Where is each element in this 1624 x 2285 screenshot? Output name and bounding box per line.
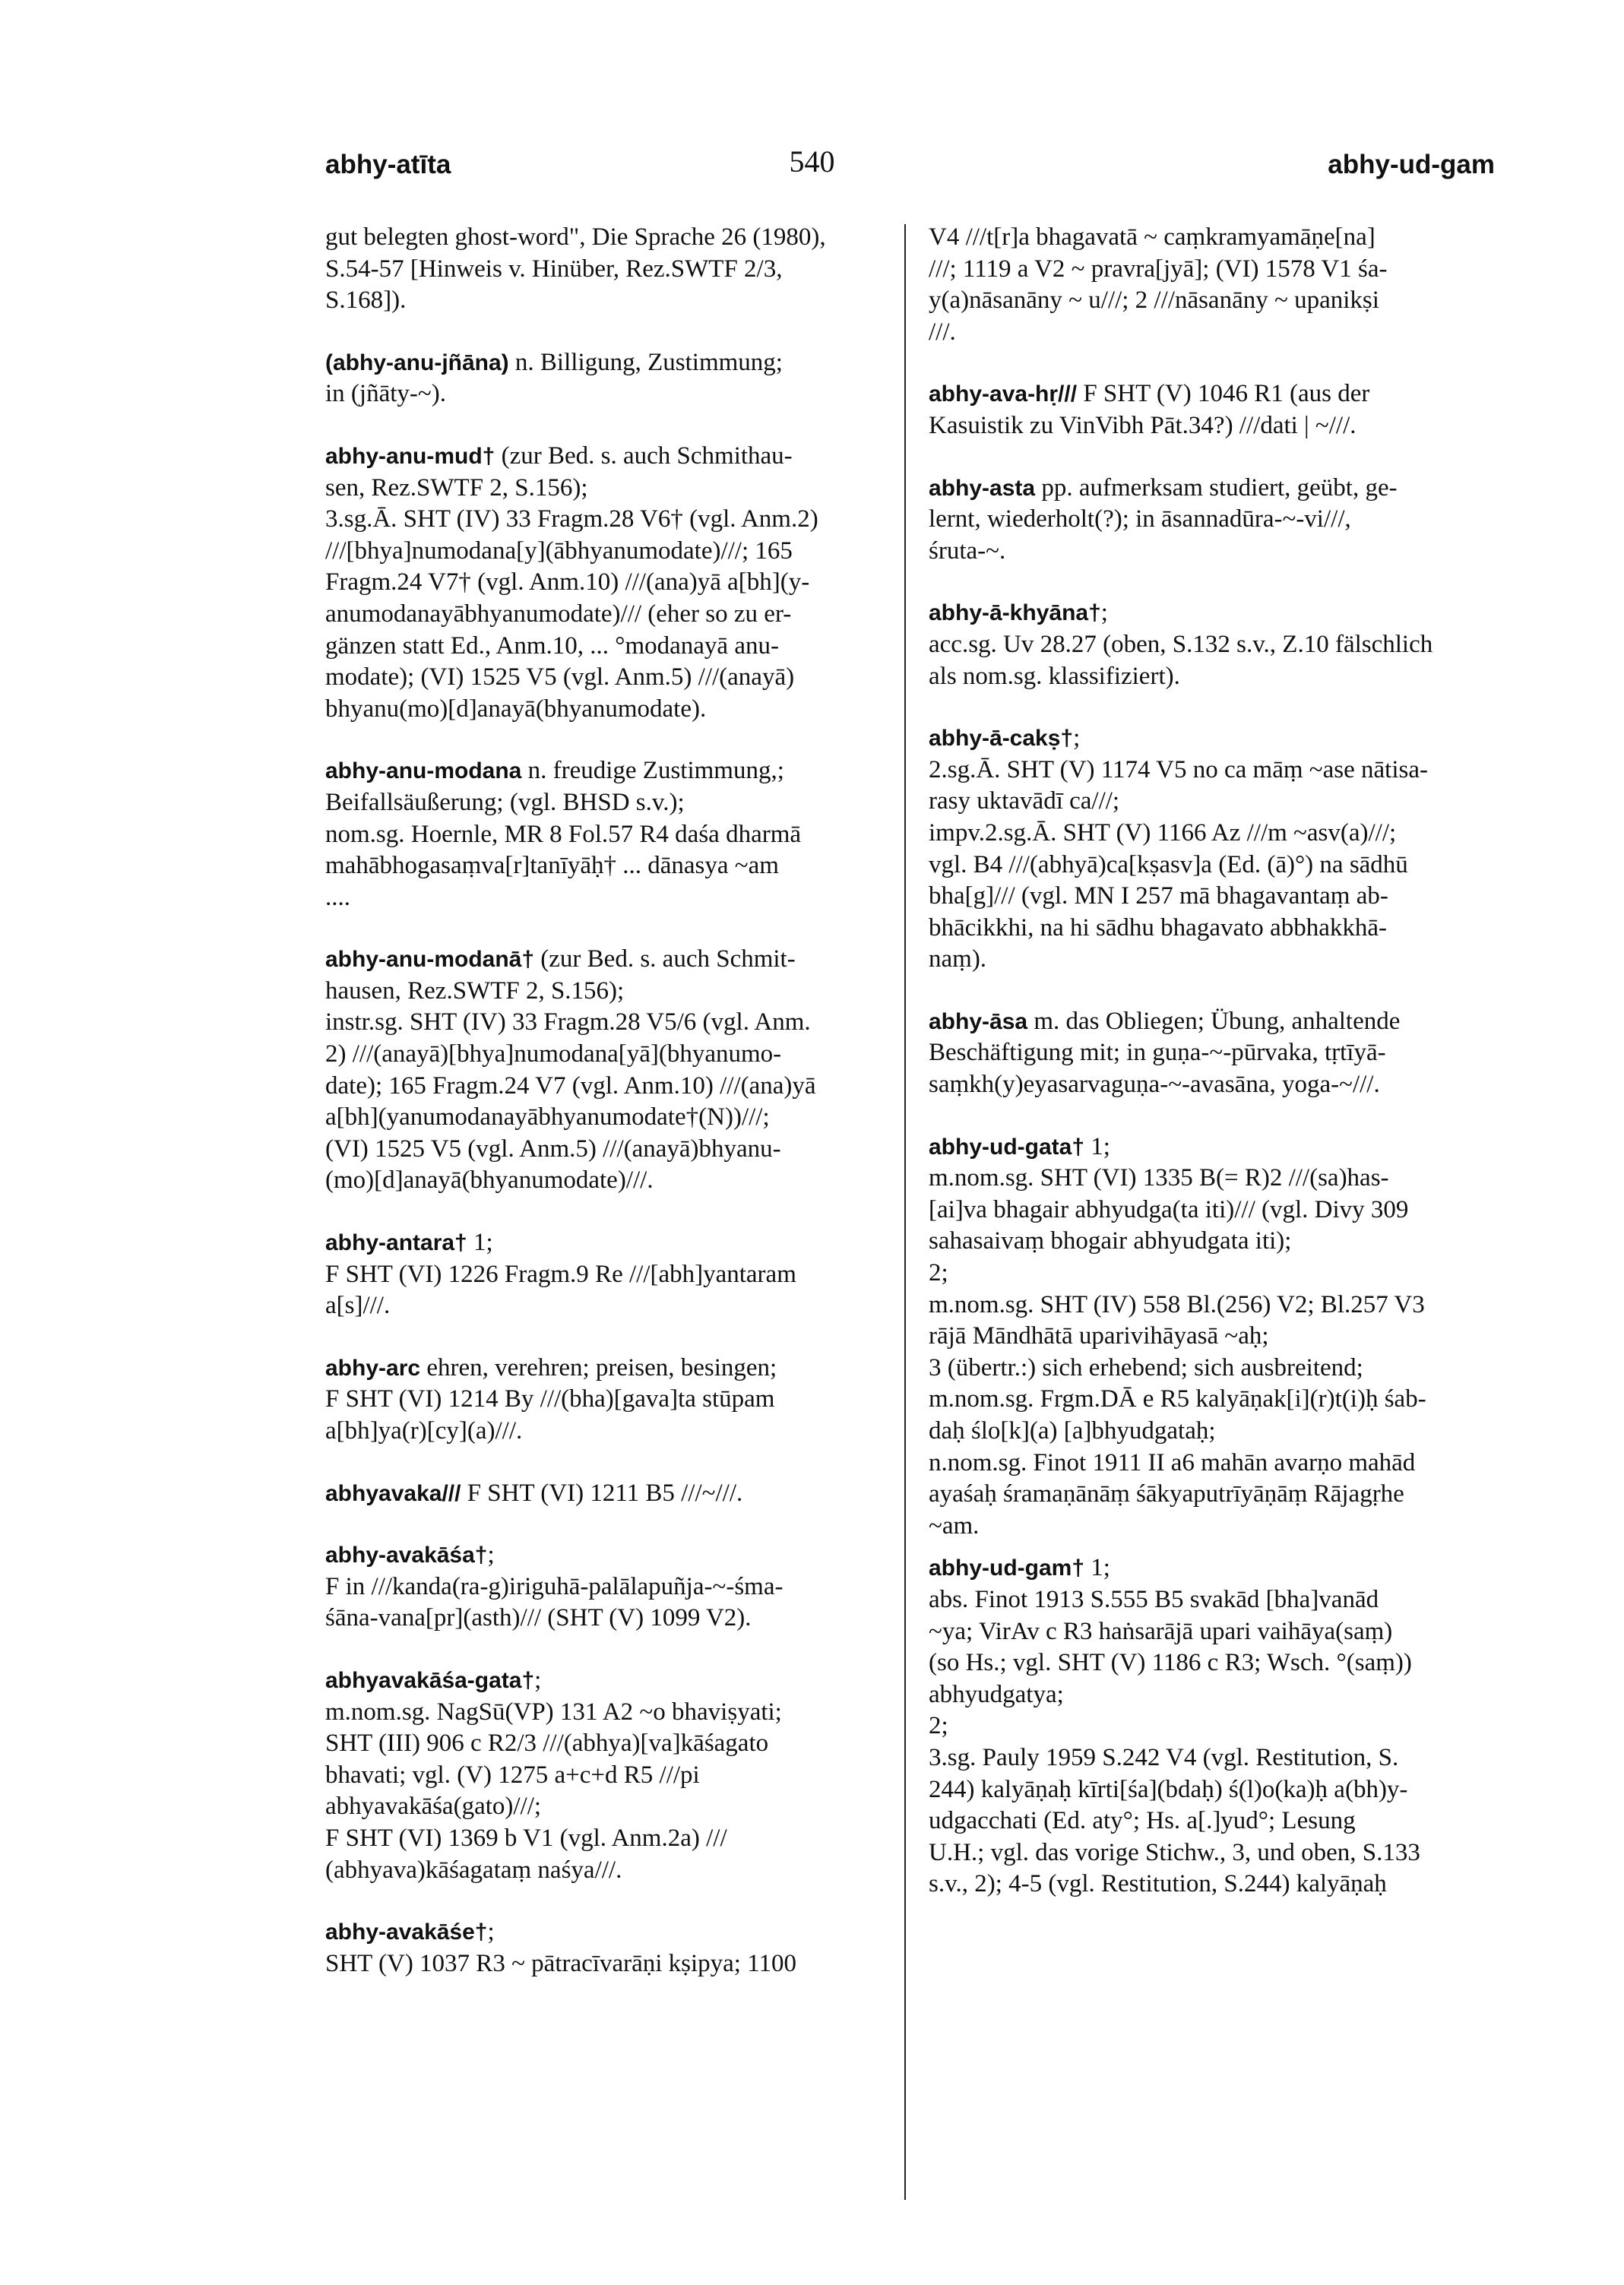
entry-text: .... <box>325 883 350 911</box>
entry-text: daḥ ślo[k](a) [a]bhyudgataḥ; <box>929 1417 1216 1445</box>
entry-text: ~am. <box>929 1511 980 1540</box>
entry-line <box>325 694 918 726</box>
entry-line <box>325 1540 918 1571</box>
dictionary-entry <box>929 222 1521 348</box>
entry-text: gut belegten ghost-word", Die Sprache 26 (1980), <box>325 223 826 251</box>
entry-text: 3.sg.Ā. SHT (IV) 33 Fragm.28 V6† (vgl. Anm.2) <box>325 505 818 533</box>
entry-text: y(a)nāsanāny ~ u///; 2 ///nāsanāny ~ upanikṣi <box>929 286 1379 315</box>
entry-text: ; <box>1073 724 1081 752</box>
entry-text: date); 165 Fragm.24 V7 (vgl. Anm.10) ///(ana)yā <box>325 1071 816 1100</box>
entry-text: S.168]). <box>325 286 407 315</box>
entry-text: 1; <box>1084 1132 1110 1160</box>
entry-line <box>325 1165 918 1197</box>
entry-text: n. Billigung, Zustimmung; <box>508 348 783 376</box>
entry-line <box>325 1290 918 1322</box>
entry-line <box>325 1791 918 1823</box>
entry-line <box>929 850 1521 881</box>
entry-text: (abhyava)kāśagataṃ naśya///. <box>325 1856 622 1884</box>
entry-text: ///. <box>929 318 956 346</box>
entry-text: S.54-57 [Hinweis v. Hinüber, Rez.SWTF 2/3, <box>325 255 783 283</box>
entry-text: SHT (V) 1037 R3 ~ pātracīvarāṇi kṣipya; 1100 <box>325 1949 796 1977</box>
entry-line <box>325 1948 918 1980</box>
entry-line <box>929 536 1521 568</box>
entry-text: bhavati; vgl. (V) 1275 a+c+d R5 ///pi <box>325 1761 700 1789</box>
running-head-right: abhy-ud-gam <box>1328 150 1495 179</box>
dictionary-entry <box>929 723 1521 976</box>
entry-text: impv.2.sg.Ā. SHT (V) 1166 Az ///m ~asv(a)///; <box>929 818 1397 847</box>
entry-line <box>325 504 918 536</box>
entry-line <box>325 1071 918 1103</box>
entry-text: ehren, verehren; preisen, besingen; <box>420 1353 777 1381</box>
entry-text: F in ///kanda(ra-g)iriguhā-palālapuñja-~-śma- <box>325 1572 784 1600</box>
entry-text: V4 ///t[r]a bhagavatā ~ caṃkramyamāṇe[na] <box>929 223 1375 251</box>
entry-line <box>929 1037 1521 1069</box>
entry-headword: abhyavakāśa-gata† <box>325 1667 535 1693</box>
entry-text: abs. Finot 1913 S.555 B5 svakād [bha]vanād <box>929 1585 1379 1613</box>
entry-line <box>929 410 1521 442</box>
dictionary-entry <box>325 1227 918 1322</box>
entry-line <box>929 1479 1521 1511</box>
entry-line <box>929 1195 1521 1226</box>
entry-text: 2; <box>929 1259 948 1287</box>
entry-line <box>929 317 1521 349</box>
entry-line <box>325 944 918 976</box>
entry-text: (VI) 1525 V5 (vgl. Anm.5) ///(anayā)bhyanu- <box>325 1135 781 1163</box>
dictionary-entry <box>325 1916 918 1980</box>
entry-text: m.nom.sg. Frgm.DĀ e R5 kalyāṇak[i](r)t(i)ḥ śab- <box>929 1385 1426 1413</box>
entry-line <box>325 1134 918 1166</box>
entry-line <box>325 1102 918 1134</box>
entry-text: anumodanayābhyanumodate)/// (eher so zu er- <box>325 600 792 628</box>
entry-text: 2; <box>929 1712 948 1740</box>
dictionary-entry <box>325 755 918 913</box>
entry-line <box>325 1384 918 1416</box>
entry-text: m.nom.sg. SHT (IV) 558 Bl.(256) V2; Bl.257 V3 <box>929 1290 1425 1318</box>
entry-text: F SHT (VI) 1211 B5 ///~///. <box>461 1479 743 1507</box>
entry-line <box>325 662 918 694</box>
entry-text: m.nom.sg. NagSū(VP) 131 A2 ~o bhaviṣyati; <box>325 1698 782 1726</box>
entry-line <box>929 1869 1521 1900</box>
entry-line <box>325 976 918 1008</box>
entry-line <box>325 1823 918 1855</box>
entry-line <box>325 599 918 631</box>
entry-line <box>929 913 1521 945</box>
entry-line <box>325 1760 918 1792</box>
entry-line <box>929 1511 1521 1543</box>
entry-line <box>929 1069 1521 1101</box>
entry-text: F SHT (VI) 1369 b V1 (vgl. Anm.2a) /// <box>325 1824 727 1852</box>
entry-line <box>325 567 918 599</box>
dictionary-entry <box>929 597 1521 692</box>
entry-line <box>325 1478 918 1510</box>
entry-text: Fragm.24 V7† (vgl. Anm.10) ///(ana)yā a[bh](y- <box>325 568 810 597</box>
entry-line <box>325 441 918 473</box>
entry-text: a[bh](yanumodanayābhyanumodate†(N))///; <box>325 1103 770 1131</box>
dictionary-entry <box>325 1478 918 1510</box>
entry-text: als nom.sg. klassifiziert). <box>929 662 1180 690</box>
entry-line <box>325 1697 918 1729</box>
entry-line <box>929 1448 1521 1480</box>
entry-text: pp. aufmerksam studiert, geübt, ge- <box>1035 473 1398 502</box>
entry-line <box>929 661 1521 693</box>
entry-text: bhyanu(mo)[d]anayā(bhyanumodate). <box>325 695 707 723</box>
entry-text: ; <box>487 1541 495 1569</box>
entry-headword: abhy-ā-cakṣ† <box>929 726 1074 752</box>
entry-line <box>929 1711 1521 1742</box>
entry-text: bha[g]/// (vgl. MN I 257 mā bhagavantaṃ ab- <box>929 882 1388 910</box>
entry-headword: abhy-avakāśe† <box>325 1919 488 1945</box>
entry-line <box>929 285 1521 317</box>
dictionary-entry <box>929 1006 1521 1101</box>
dictionary-entry <box>325 944 918 1197</box>
entry-line <box>929 1006 1521 1038</box>
entry-line <box>929 1647 1521 1679</box>
entry-headword: abhy-āsa <box>929 1008 1028 1034</box>
entry-text: acc.sg. Uv 28.27 (oben, S.132 s.v., Z.10 fälschlich <box>929 630 1433 658</box>
entry-text: 3.sg. Pauly 1959 S.242 V4 (vgl. Restitution, S. <box>929 1743 1399 1771</box>
entry-line <box>929 786 1521 818</box>
entry-line <box>929 1837 1521 1869</box>
entry-line <box>325 254 918 286</box>
entry-line <box>929 755 1521 786</box>
entry-text: ; <box>534 1666 542 1694</box>
entry-text: śāna-vana[pr](asth)/// (SHT (V) 1099 V2). <box>325 1604 752 1632</box>
entry-line <box>929 944 1521 976</box>
page-number: 540 <box>789 144 835 179</box>
entry-text: 2) ///(anayā)[bhya]numodana[yā](bhyanumo- <box>325 1040 782 1068</box>
entry-line <box>929 1226 1521 1258</box>
entry-headword: abhy-arc <box>325 1355 421 1381</box>
dictionary-entry <box>929 1131 1521 1543</box>
entry-line <box>929 881 1521 913</box>
entry-line <box>929 1584 1521 1616</box>
entry-text: (mo)[d]anayā(bhyanumodate)///. <box>325 1166 654 1195</box>
entry-line <box>325 882 918 914</box>
entry-text: 244) kalyāṇaḥ kīrti[śa](bdaḥ) ś(l)o(ka)ḥ a(bh)y- <box>929 1775 1408 1803</box>
entry-text: saṃkh(y)eyasarvaguṇa-~-avasāna, yoga-~///. <box>929 1071 1380 1099</box>
entry-line <box>325 1353 918 1385</box>
entry-text: s.v., 2); 4-5 (vgl. Restitution, S.244) kalyāṇaḥ <box>929 1870 1387 1898</box>
entry-line <box>929 1384 1521 1416</box>
entry-text: 1; <box>1084 1554 1110 1582</box>
entry-text: m.nom.sg. SHT (VI) 1335 B(= R)2 ///(sa)has- <box>929 1164 1389 1192</box>
entry-text: ayaśaḥ śramaṇānāṃ śākyaputrīyāṇāṃ Rājagṛhe <box>929 1480 1404 1508</box>
entry-line <box>325 787 918 819</box>
entry-line <box>929 1258 1521 1290</box>
entry-text: n.nom.sg. Finot 1911 II a6 mahān avarṇo mahād <box>929 1448 1416 1476</box>
entry-line <box>325 1603 918 1635</box>
right-column <box>929 222 1521 1931</box>
entry-line <box>929 1416 1521 1448</box>
entry-line <box>325 536 918 568</box>
entry-text: F SHT (VI) 1226 Fragm.9 Re ///[abh]yantaram <box>325 1260 796 1288</box>
entry-line <box>325 850 918 882</box>
entry-text: śruta-~. <box>929 536 1006 565</box>
entry-text: SHT (III) 906 c R2/3 ///(abhya)[va]kāśagato <box>325 1730 769 1758</box>
entry-headword: abhy-ā-khyāna† <box>929 600 1101 626</box>
entry-text: (so Hs.; vgl. SHT (V) 1186 c R3; Wsch. °(saṃ)) <box>929 1649 1412 1677</box>
entry-text: F SHT (V) 1046 R1 (aus der <box>1077 380 1370 408</box>
entry-line <box>929 1774 1521 1806</box>
entry-line <box>929 254 1521 286</box>
entry-text: F SHT (VI) 1214 By ///(bha)[gava]ta stūpam <box>325 1385 775 1413</box>
entry-line <box>325 1571 918 1603</box>
entry-text: rasy uktavādī ca///; <box>929 787 1120 815</box>
entry-text: a[s]///. <box>325 1292 391 1320</box>
entry-text: m. das Obliegen; Übung, anhaltende <box>1027 1007 1401 1035</box>
entry-text: modate); (VI) 1525 V5 (vgl. Anm.5) ///(anayā) <box>325 663 795 692</box>
entry-line <box>929 1552 1521 1584</box>
column-divider <box>904 224 906 2200</box>
entry-line <box>325 1227 918 1259</box>
entry-text: 2.sg.Ā. SHT (V) 1174 V5 no ca māṃ ~ase nātisa- <box>929 755 1428 783</box>
entry-text: n. freudige Zustimmung,; <box>521 757 784 785</box>
entry-line <box>929 222 1521 254</box>
entry-line <box>325 473 918 505</box>
entry-line <box>929 1679 1521 1711</box>
entry-text: mahābhogasaṃva[r]tanīyāḥ† ... dānasya ~am <box>325 852 779 880</box>
entry-text: ///[bhya]numodana[y](ābhyanumodate)///; 165 <box>325 536 793 565</box>
entry-headword: abhy-anu-mud† <box>325 443 495 469</box>
entry-text: Beschäftigung mit; in guṇa-~-pūrvaka, tṛtīyā- <box>929 1039 1386 1067</box>
entry-line <box>929 504 1521 536</box>
entry-headword: abhy-ava-hṛ/// <box>929 381 1078 407</box>
entry-text: 1; <box>467 1229 493 1257</box>
entry-line <box>929 1163 1521 1195</box>
dictionary-entry <box>325 441 918 725</box>
entry-headword: abhy-avakāśa† <box>325 1543 488 1568</box>
entry-text: (zur Bed. s. auch Schmithau- <box>495 441 793 470</box>
entry-text: (zur Bed. s. auch Schmit- <box>534 945 796 973</box>
entry-line <box>929 1131 1521 1163</box>
entry-text: lernt, wiederholt(?); in āsannadūra-~-vi///, <box>929 505 1351 533</box>
entry-text: ; <box>487 1918 495 1946</box>
dictionary-entry <box>325 1540 918 1635</box>
entry-text: abhyavakāśa(gato)///; <box>325 1793 542 1821</box>
entry-line <box>929 1290 1521 1321</box>
entry-line <box>325 1039 918 1071</box>
entry-text: nom.sg. Hoernle, MR 8 Fol.57 R4 daśa dharmā <box>325 820 802 848</box>
entry-text: udgacchati (Ed. aty°; Hs. a[.]yud°; Lesung <box>929 1807 1356 1835</box>
dictionary-entry <box>929 1552 1521 1900</box>
entry-line <box>325 819 918 851</box>
entry-text: a[bh]ya(r)[cy](a)///. <box>325 1417 523 1445</box>
entry-text: instr.sg. SHT (IV) 33 Fragm.28 V5/6 (vgl. Anm. <box>325 1008 811 1036</box>
entry-headword: abhyavaka/// <box>325 1480 461 1506</box>
entry-text: bhācikkhi, na hi sādhu bhagavato abbhakkhā- <box>929 913 1387 942</box>
entry-line <box>325 1855 918 1887</box>
entry-line <box>325 1916 918 1948</box>
running-head-left: abhy-atīta <box>325 150 451 179</box>
entry-line <box>325 285 918 317</box>
dictionary-entry <box>929 473 1521 568</box>
entry-line <box>325 378 918 410</box>
entry-text: sen, Rez.SWTF 2, S.156); <box>325 473 588 502</box>
entry-headword: abhy-anu-modanā† <box>325 947 535 973</box>
entry-line <box>325 631 918 663</box>
entry-headword: (abhy-anu-jñāna) <box>325 350 509 375</box>
entry-text: hausen, Rez.SWTF 2, S.156); <box>325 976 625 1005</box>
entry-line <box>929 473 1521 505</box>
entry-text: ///; 1119 a V2 ~ pravra[jyā]; (VI) 1578 V1 śa- <box>929 255 1388 283</box>
entry-line <box>929 597 1521 629</box>
entry-line <box>325 347 918 379</box>
entry-text: vgl. B4 ///(abhyā)ca[kṣasv]a (Ed. (ā)°) na sādhū <box>929 850 1408 878</box>
entry-headword: abhy-antara† <box>325 1230 467 1256</box>
entry-line <box>929 629 1521 661</box>
entry-text: naṃ). <box>929 945 987 973</box>
entry-text: U.H.; vgl. das vorige Stichw., 3, und oben, S.133 <box>929 1838 1420 1866</box>
entry-line <box>929 378 1521 410</box>
entry-line <box>325 1007 918 1039</box>
entry-headword: abhy-asta <box>929 475 1036 501</box>
entry-line <box>325 755 918 787</box>
dictionary-entry <box>325 222 918 317</box>
entry-headword: abhy-ud-gam† <box>929 1556 1085 1581</box>
entry-headword: abhy-ud-gata† <box>929 1134 1085 1160</box>
entry-line <box>929 723 1521 755</box>
entry-line <box>929 1353 1521 1385</box>
entry-line <box>325 1416 918 1448</box>
entry-line <box>929 1616 1521 1648</box>
entry-text: sahasaivaṃ bhogair abhyudgata iti); <box>929 1227 1292 1255</box>
entry-line <box>325 1665 918 1697</box>
entry-text: abhyudgatya; <box>929 1680 1064 1708</box>
dictionary-entry <box>325 1353 918 1448</box>
entry-text: ; <box>1100 599 1108 627</box>
left-column <box>325 222 918 2010</box>
entry-text: Beifallsäußerung; (vgl. BHSD s.v.); <box>325 788 685 816</box>
dictionary-entry <box>929 378 1521 441</box>
entry-line <box>325 1259 918 1291</box>
entry-line <box>929 1321 1521 1353</box>
dictionary-entry <box>325 347 918 410</box>
entry-text: in (jñāty-~). <box>325 380 446 408</box>
entry-line <box>325 222 918 254</box>
entry-text: 3 (übertr.:) sich erhebend; sich ausbreitend; <box>929 1353 1363 1381</box>
entry-line <box>929 818 1521 850</box>
entry-text: [ai]va bhagair abhyudga(ta iti)/// (vgl. Divy 309 <box>929 1195 1409 1223</box>
entry-text: ~ya; VirAv c R3 haṅsarājā upari vaihāya(saṃ) <box>929 1617 1393 1645</box>
entry-text: gänzen statt Ed., Anm.10, ... °modanayā anu- <box>325 631 779 660</box>
dictionary-entry <box>325 1665 918 1886</box>
entry-text: Kasuistik zu VinVibh Pāt.34?) ///dati | ~///. <box>929 411 1356 439</box>
entry-line <box>929 1806 1521 1837</box>
entry-line <box>929 1742 1521 1774</box>
entry-headword: abhy-anu-modana <box>325 758 522 784</box>
entry-line <box>325 1728 918 1760</box>
entry-text: rājā Māndhātā uparivihāyasā ~aḥ; <box>929 1322 1269 1350</box>
